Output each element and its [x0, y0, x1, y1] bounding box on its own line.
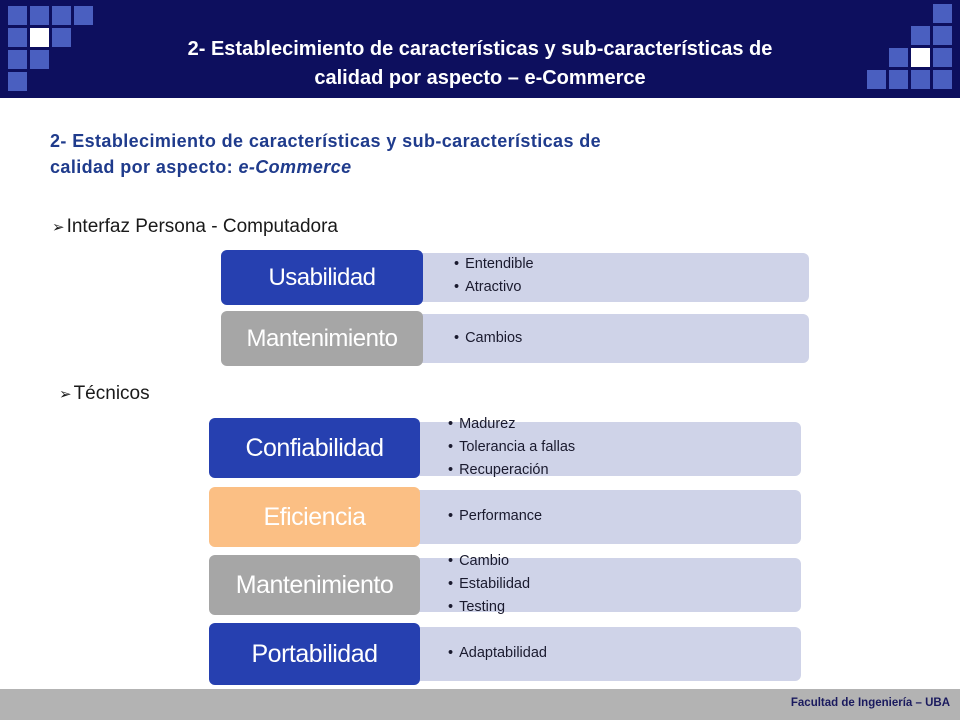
list-item: • Testing: [448, 596, 530, 619]
category-tab-eficiencia: Eficiencia: [209, 487, 420, 547]
subtitle-line1: 2- Establecimiento de características y sub-características de: [50, 131, 602, 151]
section-label-tecnicos: Técnicos: [73, 383, 150, 404]
subcharacteristic-list-portabilidad: [448, 642, 547, 665]
subcharacteristic-list-confiabilidad: [448, 413, 575, 482]
slide-title-line1: 2- Establecimiento de características y sub-características de: [187, 38, 773, 60]
section-label-interfaz: Interfaz Persona - Computadora: [66, 216, 338, 237]
list-item: • Cambio: [448, 550, 530, 573]
subcharacteristic-list-mantenimiento-interfaz: [454, 327, 522, 350]
subcharacteristic-list-eficiencia: [448, 505, 542, 528]
section-heading-tecnicos: [59, 383, 150, 405]
category-tab-usabilidad: Usabilidad: [221, 250, 423, 305]
list-item: • Performance: [448, 505, 542, 528]
footer-bar: [0, 689, 960, 720]
subtitle-emphasis: e-Commerce: [238, 157, 352, 177]
list-item: • Recuperación: [448, 459, 575, 482]
subcharacteristic-list-mantenimiento-tecnicos: [448, 550, 530, 619]
category-tab-portabilidad: Portabilidad: [209, 623, 420, 685]
list-item: • Entendible: [454, 253, 534, 276]
arrow-bullet-icon: ➢: [59, 386, 72, 403]
list-item: • Madurez: [448, 413, 575, 436]
subcharacteristic-list-usabilidad: [454, 253, 534, 299]
subtitle: [50, 128, 810, 180]
subtitle-line2-prefix: calidad por aspecto:: [50, 157, 239, 177]
arrow-bullet-icon: ➢: [52, 219, 65, 236]
list-item: • Adaptabilidad: [448, 642, 547, 665]
category-tab-mantenimiento-interfaz: Mantenimiento: [221, 311, 423, 366]
slide-title: [100, 35, 860, 93]
list-item: • Cambios: [454, 327, 522, 350]
category-tab-confiabilidad: Confiabilidad: [209, 418, 420, 478]
list-item: • Atractivo: [454, 276, 534, 299]
slide-title-line2: calidad por aspecto – e-Commerce: [314, 67, 646, 89]
section-heading-interfaz: [52, 216, 338, 238]
category-tab-mantenimiento-tecnicos: Mantenimiento: [209, 555, 420, 615]
subtitle-line2: [50, 154, 810, 180]
list-item: • Tolerancia a fallas: [448, 436, 575, 459]
list-item: • Estabilidad: [448, 573, 530, 596]
header-banner: [0, 0, 960, 98]
footer-text: Facultad de Ingeniería – UBA: [790, 697, 950, 709]
